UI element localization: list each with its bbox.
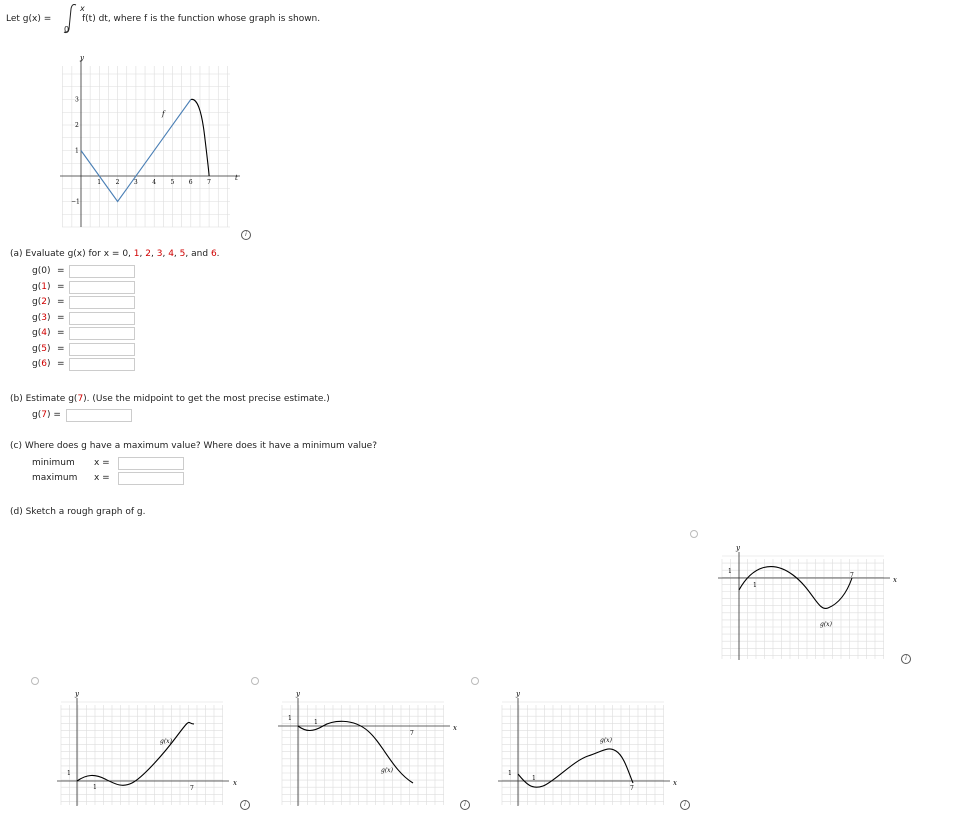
option-4-radio[interactable] xyxy=(471,677,479,685)
g-row-input[interactable] xyxy=(69,312,135,325)
option-4-graph[interactable] xyxy=(498,686,688,811)
svg-text:g(x): g(x) xyxy=(381,767,393,774)
g-row-equals: = xyxy=(57,266,65,276)
x-tick-label: 4 xyxy=(152,179,157,186)
x-tick-label: 7 xyxy=(207,179,211,186)
g-row-equals: = xyxy=(57,281,65,292)
svg-text:1: 1 xyxy=(532,775,536,782)
svg-text:7: 7 xyxy=(850,572,854,579)
svg-text:1: 1 xyxy=(508,770,512,777)
g-row-equals: = xyxy=(57,359,65,369)
maximum-input[interactable] xyxy=(118,472,184,485)
g-row-input[interactable] xyxy=(69,358,135,371)
svg-text:1: 1 xyxy=(93,784,97,791)
svg-text:y: y xyxy=(736,544,740,552)
svg-text:7: 7 xyxy=(630,785,634,792)
f-graph xyxy=(50,52,250,237)
y-tick-label: −1 xyxy=(71,198,80,206)
svg-text:1: 1 xyxy=(314,719,318,726)
g-row-equals: = xyxy=(57,297,65,307)
intro-let: Let g(x) = xyxy=(6,14,52,24)
svg-text:g(x): g(x) xyxy=(600,737,612,744)
integral-upper: x xyxy=(80,4,85,13)
g7-input[interactable] xyxy=(66,409,132,422)
minimum-label: minimum xyxy=(32,458,75,468)
g-row-label: g(3) xyxy=(32,312,51,323)
option-1-radio[interactable] xyxy=(690,530,698,538)
svg-text:g(x): g(x) xyxy=(160,738,172,745)
svg-text:y: y xyxy=(296,690,300,698)
option-1-graph[interactable] xyxy=(718,540,908,665)
g-row-input[interactable] xyxy=(69,343,135,356)
svg-text:7: 7 xyxy=(410,730,414,737)
minimum-input[interactable] xyxy=(118,457,184,470)
svg-text:1: 1 xyxy=(753,582,757,589)
svg-text:7: 7 xyxy=(190,785,194,792)
g-row-label: g(5) xyxy=(32,343,51,354)
svg-text:y: y xyxy=(75,690,79,698)
info-icon[interactable]: i xyxy=(241,230,251,240)
g-row-equals: = xyxy=(57,343,65,354)
y-axis-label: y xyxy=(80,54,84,62)
y-tick-label: 3 xyxy=(75,96,79,104)
svg-text:x: x xyxy=(233,779,237,787)
f-label: f xyxy=(162,110,165,118)
option-3-graph[interactable] xyxy=(278,686,468,811)
option-1-info-icon[interactable]: i xyxy=(901,654,911,664)
option-2-graph[interactable] xyxy=(57,686,247,811)
svg-text:1: 1 xyxy=(67,770,71,777)
svg-text:1: 1 xyxy=(728,568,732,575)
g-row-input[interactable] xyxy=(69,327,135,340)
x-tick-label: 1 xyxy=(97,179,102,186)
part-d-prompt: (d) Sketch a rough graph of g. xyxy=(10,507,146,517)
g-row-label: g(4) xyxy=(32,328,51,338)
x-tick-label: 3 xyxy=(133,179,138,186)
integral-lower: 0 xyxy=(64,25,70,34)
option-2-info-icon[interactable]: i xyxy=(240,800,250,810)
maximum-label: maximum xyxy=(32,473,78,483)
g-curve xyxy=(77,722,194,785)
part-b-prompt: (b) Estimate g(7). (Use the midpoint to get the most precise estimate.) xyxy=(10,394,330,404)
x-tick-label: 6 xyxy=(188,179,193,186)
g-row-label: g(1) xyxy=(32,281,51,292)
maximum-x-eq: x = xyxy=(94,473,110,483)
svg-text:y: y xyxy=(516,690,520,698)
g-row-input[interactable] xyxy=(69,265,135,278)
option-2-radio[interactable] xyxy=(31,677,39,685)
intro-rest: f(t) dt, where f is the function whose graph is shown. xyxy=(82,14,321,24)
x-tick-label: 5 xyxy=(170,179,175,186)
y-tick-label: 2 xyxy=(75,122,79,129)
g-row-label: g(2) xyxy=(32,297,51,307)
option-3-info-icon[interactable]: i xyxy=(460,800,470,810)
g-row-input[interactable] xyxy=(69,296,135,309)
svg-text:x: x xyxy=(453,724,457,732)
g-row-label: g(0) xyxy=(32,266,51,276)
part-c-prompt: (c) Where does g have a maximum value? Where does it have a minimum value? xyxy=(10,441,377,451)
svg-text:x: x xyxy=(893,576,897,584)
y-tick-label: 1 xyxy=(75,147,79,155)
minimum-x-eq: x = xyxy=(94,458,110,468)
g-row-label: g(6) xyxy=(32,359,51,369)
g7-label: g(7) = xyxy=(32,410,61,420)
graph-grid xyxy=(62,66,230,227)
option-3-radio[interactable] xyxy=(251,677,259,685)
svg-text:x: x xyxy=(673,779,677,787)
g-row-equals: = xyxy=(57,328,65,338)
part-a-prompt: (a) Evaluate g(x) for x = 0, 1, 2, 3, 4, 5, and 6. xyxy=(10,249,220,259)
g-row-equals: = xyxy=(57,312,65,323)
svg-text:g(x): g(x) xyxy=(820,621,832,628)
g-row-input[interactable] xyxy=(69,281,135,294)
x-tick-label: 2 xyxy=(115,179,120,186)
t-axis-label: t xyxy=(235,174,238,182)
svg-text:1: 1 xyxy=(288,715,292,722)
option-4-info-icon[interactable]: i xyxy=(680,800,690,810)
